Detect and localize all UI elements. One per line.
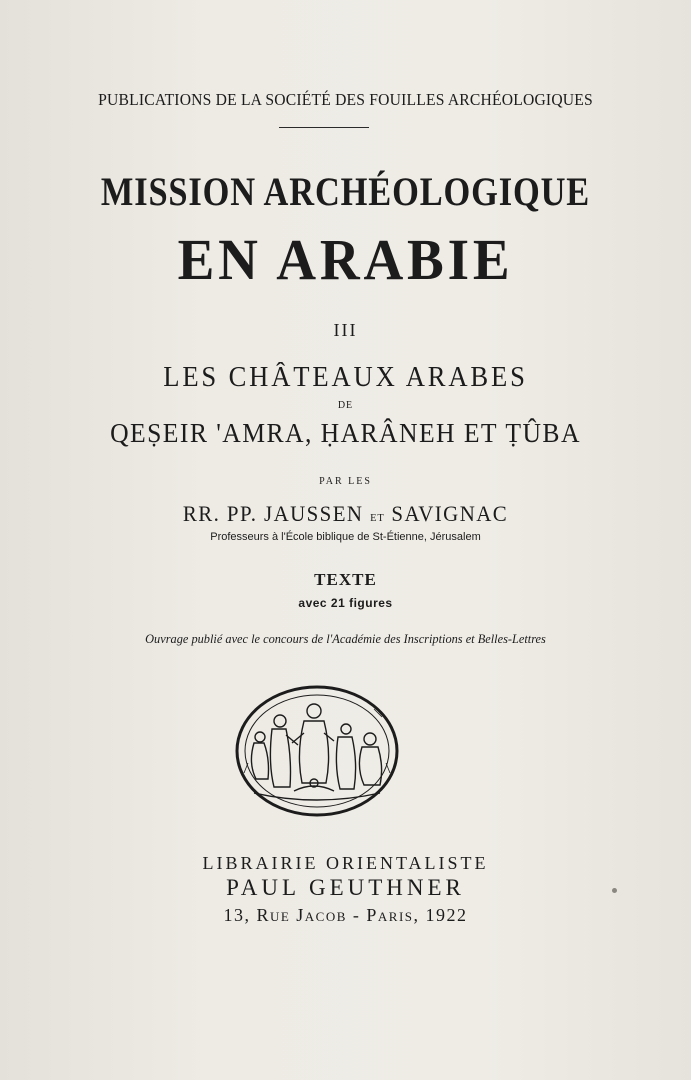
authors-affiliation: Professeurs à l'École biblique de St-Étienne, Jérusalem — [210, 531, 481, 543]
publisher-name: PAUL GEUTHNER — [226, 875, 465, 900]
engraved-medallion-icon — [234, 683, 400, 819]
publisher-address: 13, Rue Jacob - Paris, 1922 — [223, 905, 468, 925]
author-first: RR. PP. JAUSSEN — [182, 501, 364, 526]
academy-note: Ouvrage publié avec le concours de l'Académie des Inscriptions et Belles-Lettres — [145, 631, 546, 646]
main-title-line2: EN ARABIE — [177, 227, 514, 292]
volume-label: TEXTE — [314, 570, 377, 589]
figures-note: avec 21 figures — [298, 596, 393, 610]
paper-speck — [612, 888, 617, 893]
subtitle-connector: DE — [337, 400, 354, 411]
divider-rule — [279, 127, 369, 128]
author-conjunction: ET — [370, 512, 385, 524]
by-label: PAR LES — [319, 476, 372, 487]
publisher-line1: LIBRAIRIE ORIENTALISTE — [202, 853, 489, 873]
subtitle-line2: QEṢEIR 'AMRA, ḤARÂNEH ET ṬÛBA — [110, 418, 581, 448]
authors-line — [17, 501, 673, 527]
series-title: PUBLICATIONS DE LA SOCIÉTÉ DES FOUILLES ARCHÉOLOGIQUES — [98, 90, 593, 109]
main-title-line1: MISSION ARCHÉOLOGIQUE — [100, 169, 591, 214]
author-second: SAVIGNAC — [391, 501, 509, 526]
volume-number: III — [333, 320, 358, 340]
subtitle-line1: LES CHÂTEAUX ARABES — [163, 362, 528, 393]
